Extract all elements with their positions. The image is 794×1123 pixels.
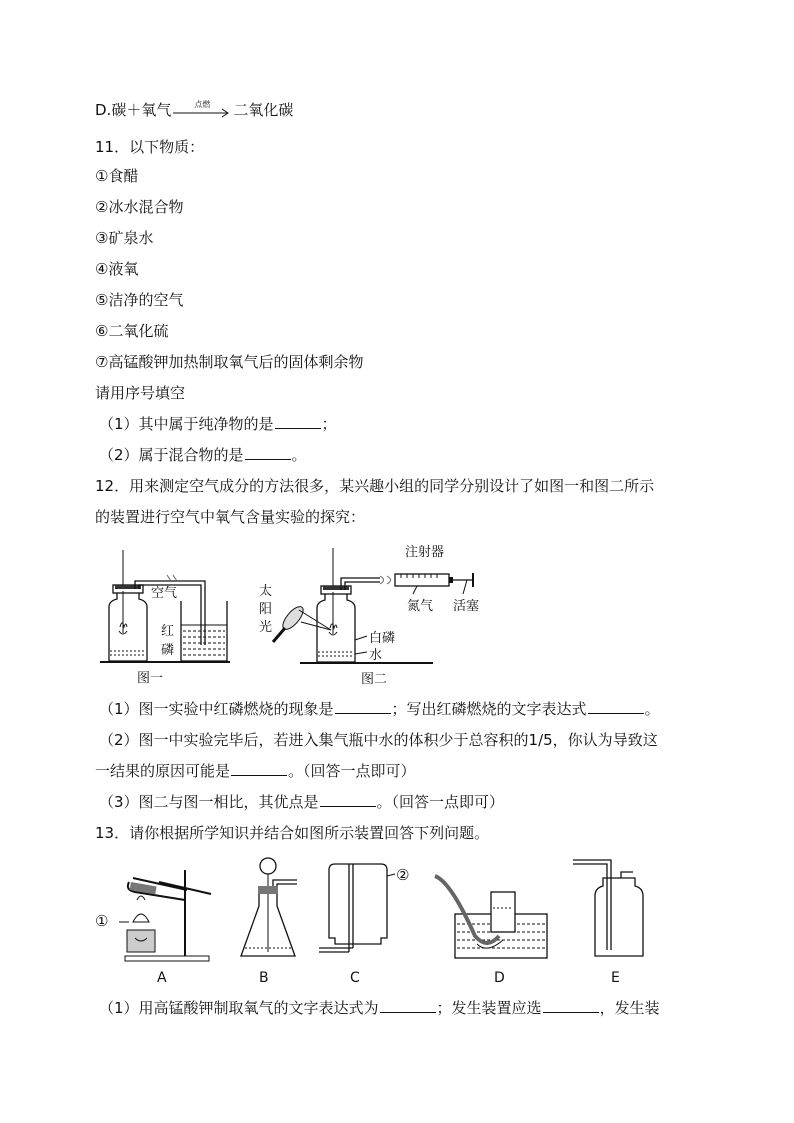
figure-1 [95,545,235,685]
apparatus-e-icon [573,860,643,956]
label-white-phosphorus: 白磷 [369,631,396,646]
q12-stem-2: 的装置进行空气中氧气含量实验的探究： [95,508,366,526]
q12-sub2-line1: （2）图一中实验完毕后，若进入集气瓶中水的体积少于总容积的1/5，你认为导致这 [99,731,658,749]
label-air: 空气 [151,586,178,601]
q12-sub2-end: 。（回答一点即可） [288,762,416,780]
q13-sub1-end: ，发生装 [599,999,660,1017]
caption-e: E [611,970,620,986]
figure-apparatus-a-e [95,852,695,992]
red-phosphorus-apparatus-icon [95,545,235,685]
label-circle-2: ② [396,866,410,884]
figure-2 [255,540,495,690]
q11-sub1-end: ； [321,415,337,433]
label-sun-2: 阳 [259,602,273,617]
q12-sub1-end: 。 [644,700,660,718]
q12-sub3 [99,792,504,812]
apparatus-d-icon [435,876,547,958]
apparatus-b-icon [241,858,297,956]
label-circle-1: ① [95,912,109,930]
q10-d-right: 二氧化碳 [233,101,294,119]
q13-sub1 [99,998,660,1018]
q11-sub1-text: （1）其中属于纯净物的是 [99,415,274,433]
answer-blank[interactable] [588,699,644,714]
q11-item-4: ④液氧 [95,260,139,278]
q11-sub2-text: （2）属于混合物的是 [99,446,244,464]
reaction-condition: 点燃 [194,99,211,109]
q11-item-7: ⑦高锰酸钾加热制取氧气后的固体剩余物 [95,353,364,371]
answer-blank[interactable] [231,761,287,776]
q11-item-5: ⑤洁净的空气 [95,291,184,309]
label-piston: 活塞 [453,599,480,614]
q13-stem: 13．请你根据所学知识并结合如图所示装置回答下列问题。 [95,824,490,842]
q12-sub3-text: （3）图二与图一相比，其优点是 [99,793,319,811]
answer-blank[interactable] [320,792,376,807]
q11-item-2: ②冰水混合物 [95,198,184,216]
label-nitrogen: 氮气 [407,599,434,614]
answer-blank[interactable] [380,998,436,1013]
fig1-caption: 图一 [137,671,164,686]
answer-blank[interactable] [245,445,291,460]
apparatus-a-icon [119,870,211,961]
q10-option-d [95,100,293,120]
label-red-1: 红 [161,624,175,639]
q12-sub1 [99,699,660,719]
label-syringe: 注射器 [405,545,445,560]
label-red-2: 磷 [161,643,175,658]
q13-sub1-text-b: ；发生装置应选 [436,999,542,1017]
q11-sub2-end: 。 [291,446,307,464]
caption-b: B [259,970,269,986]
q11-item-6: ⑥二氧化硫 [95,322,169,340]
answer-blank[interactable] [335,699,391,714]
q11-sub2 [99,445,307,465]
q11-item-3: ③矿泉水 [95,229,154,247]
caption-d: D [494,970,505,986]
lab-apparatus-icons [95,852,695,992]
q12-stem-1: 12．用来测定空气成分的方法很多，某兴趣小组的同学分别设计了如图一和图二所示 [95,477,655,495]
label-sun-1: 太 [259,584,273,599]
q11-sub1 [99,414,337,434]
fig2-caption: 图二 [361,672,388,687]
label-sun-3: 光 [259,620,273,635]
q12-sub1-text-b: ；写出红磷燃烧的文字表达式 [391,700,587,718]
q12-sub3-end: 。（回答一点即可） [376,793,505,811]
q13-sub1-text: （1）用高锰酸钾制取氧气的文字表达式为 [99,999,379,1017]
answer-blank[interactable] [275,414,321,429]
caption-a: A [157,970,167,986]
q10-d-left: D.碳＋氧气 [95,101,172,119]
label-water: 水 [369,648,383,663]
reaction-arrow [173,99,231,118]
apparatus-c-icon [319,864,395,952]
q11-instruction: 请用序号填空 [95,384,186,402]
answer-blank[interactable] [543,998,599,1013]
q11-item-1: ①食醋 [95,167,139,185]
q11-stem: 11．以下物质： [95,138,205,156]
q12-sub2-text: 一结果的原因可能是 [95,762,231,780]
caption-c: C [350,970,360,986]
q12-sub1-text: （1）图一实验中红磷燃烧的现象是 [99,700,334,718]
q12-sub2-line2 [95,761,416,781]
